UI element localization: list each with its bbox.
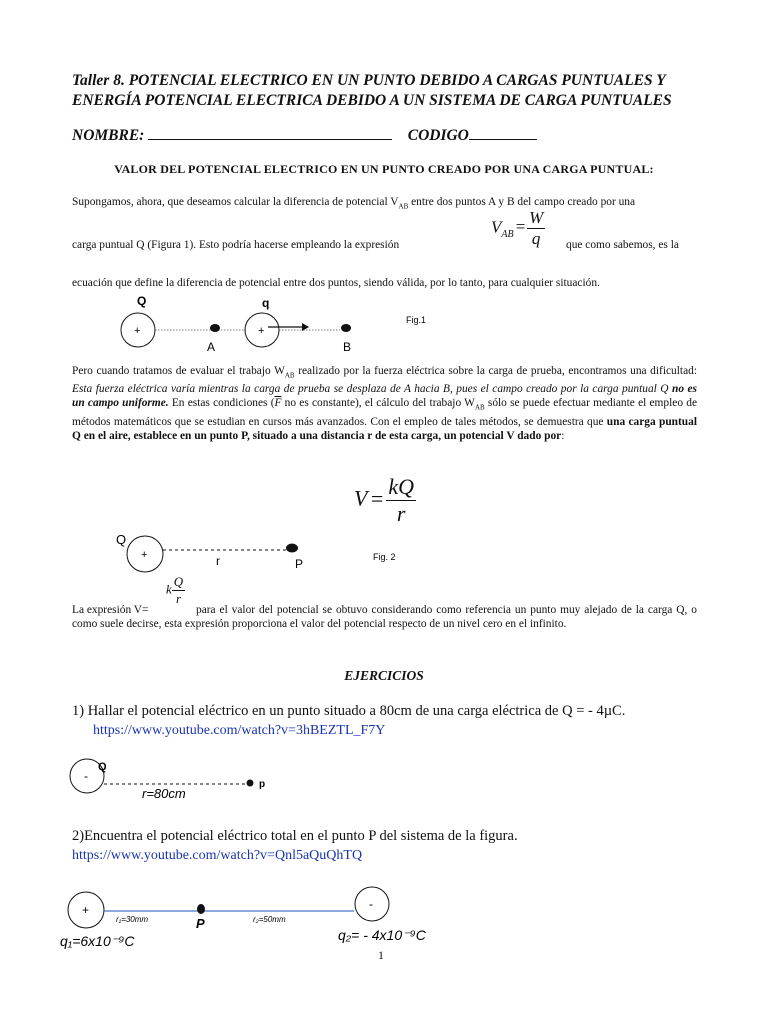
point-B [341,324,351,332]
ex2-r1: r₁=30mm [116,915,149,924]
exercise-1-link[interactable]: https://www.youtube.com/watch?v=3hBEZTL_F7Y [93,723,386,738]
formula1-lhs-sub: AB [501,228,514,240]
formula1-lhs: V [491,217,502,237]
nombre-blank[interactable] [148,125,392,140]
p4-d: no es constante), el cálculo del trabajo W [281,397,475,410]
fig2-label-Q: Q [116,532,127,547]
p1-sub: AB [398,202,409,211]
nombre-label: NOMBRE: [72,127,145,144]
p4-italic: Esta fuerza eléctrica varía mientras la carga de prueba se desplaza de A hacia B, pues el campo creado por la carga puntual Q [72,383,672,396]
ex2-plus: + [82,903,90,917]
fig1-label-B: B [343,340,352,354]
formula1-den: q [531,229,541,248]
name-code-line [72,125,537,145]
formula1-fraction [527,208,545,249]
ex1-point-p [247,780,254,787]
p1-text-b: entre dos puntos A y B del campo creado por una [408,196,636,208]
paragraph-4 [72,364,697,443]
formula-vab: $V_{AB}=$ $\frac{W}{q}$ [491,208,544,248]
fig1-label-q: q [262,296,270,310]
ex2-q1-label: q₁=6x10⁻⁹C [60,933,135,949]
point-A [210,324,220,332]
formula2-fraction [386,474,416,527]
fig1-label-A: A [207,340,216,354]
formula1-num: W [529,208,544,227]
p4-bold-italic: no es un campo uniforme. [72,383,697,410]
p4-end: : [561,429,565,442]
p4-e: sólo se puede efectuar mediante el empleo de métodos matemáticos que se estudian en cursos más avanzados. Con el empleo de tales métodos, se demuestra que [72,397,697,428]
fig2-plus: + [141,549,148,561]
p1-text-a: Supongamos, ahora, que deseamos calcular la diferencia de potencial V [72,196,399,208]
fig1-plus-2: + [258,325,265,337]
ex2-label-P: P [196,916,205,931]
p4-a: Pero cuando tratamos de evaluar el trabajo W [72,365,285,377]
document-title: Taller 8. POTENCIAL ELECTRICO EN UN PUNTO DEBIDO A CARGAS PUNTUALES Y ENERGÍA POTENCIAL ELECTRICA DEBIDO A UN SISTEMA DE CARGA PUNTUALES [72,72,672,109]
inline-den: r [175,591,181,606]
fig1-plus-1: + [134,325,141,337]
p4-c: En estas condiciones ( [168,397,275,410]
ex1-label-Q: Q [98,761,107,773]
fig2-label-P: P [295,557,304,571]
codigo-blank[interactable] [469,125,537,140]
point-P [286,544,298,553]
fig2-caption: Fig. 2 [373,552,396,562]
figure-2 [110,530,420,578]
paragraph-1 [72,195,697,213]
fig1-caption: Fig.1 [406,315,427,325]
inline-num: Q [173,574,184,589]
formula2-den: r [396,501,406,526]
exercise-1-figure [66,756,286,806]
force-arrowhead [302,323,309,331]
exercises-title: EJERCICIOS [344,668,424,683]
exercise-2-figure [56,880,436,950]
formula2-num: kQ [388,474,414,499]
page-number: 1 [378,948,384,962]
ex2-q2-label: q₂= - 4x10⁻⁹C [338,927,426,943]
ex1-label-p: p [259,779,266,790]
paragraph-2b: que como sabemos, es la [566,239,679,251]
fig1-label-Q: Q [137,294,147,308]
ex1-minus: - [84,769,88,783]
formula2-lhs: V [354,485,368,511]
fig2-label-r: r [216,554,220,568]
codigo-label: CODIGO [407,127,469,144]
exercise-1-text: 1) Hallar el potencial eléctrico en un punto situado a 80cm de una carga eléctrica de Q = - 4µC. [72,703,626,719]
ex1-label-r: r=80cm [142,786,186,801]
exercise-2-link[interactable]: https://www.youtube.com/watch?v=Qnl5aQuQhTQ [72,848,363,863]
figure-1 [110,292,440,354]
section-subtitle: VALOR DEL POTENCIAL ELECTRICO EN UN PUNTO CREADO POR UNA CARGA PUNTUAL: [114,162,654,176]
ex2-point-P [197,904,205,914]
force-vector-F: $\overline{F}$ [274,397,282,410]
paragraph-5a: La expresión V= [72,604,149,616]
p4-bold: una carga puntual Q en el aire, establece en un punto P, situado a una distancia r de esta carga, un potencial V dado por [72,415,697,442]
paragraph-2a: carga puntual Q (Figura 1). Esto podría hacerse empleando la expresión [72,239,400,251]
p4-b: realizado por la fuerza eléctrica sobre la carga de prueba, encontramos una dificultad: [294,365,697,377]
inline-k: k [166,581,172,597]
ex2-r2: r₂=50mm [253,915,286,924]
p4-sub-2: AB [474,403,485,412]
formula-v-kq-r: V= $\frac{kQ}{r}$ [354,474,414,526]
p4-sub: AB [284,371,295,380]
exercise-2-text: 2)Encuentra el potencial eléctrico total en el punto P del sistema de la figura. [72,828,518,844]
paragraph-3: ecuación que define la diferencia de potencial entre dos puntos, siendo válida, por lo tanto, para cualquier situación. [72,277,600,289]
ex2-minus: - [369,897,373,911]
paragraph-5b: para el valor del potencial se obtuvo considerando como referencia un punto muy alejado de la carga Q, o como suele decirse, esta expresión proporciona el valor del potencial respecto de un nivel cero en el infinito. [72,604,697,630]
